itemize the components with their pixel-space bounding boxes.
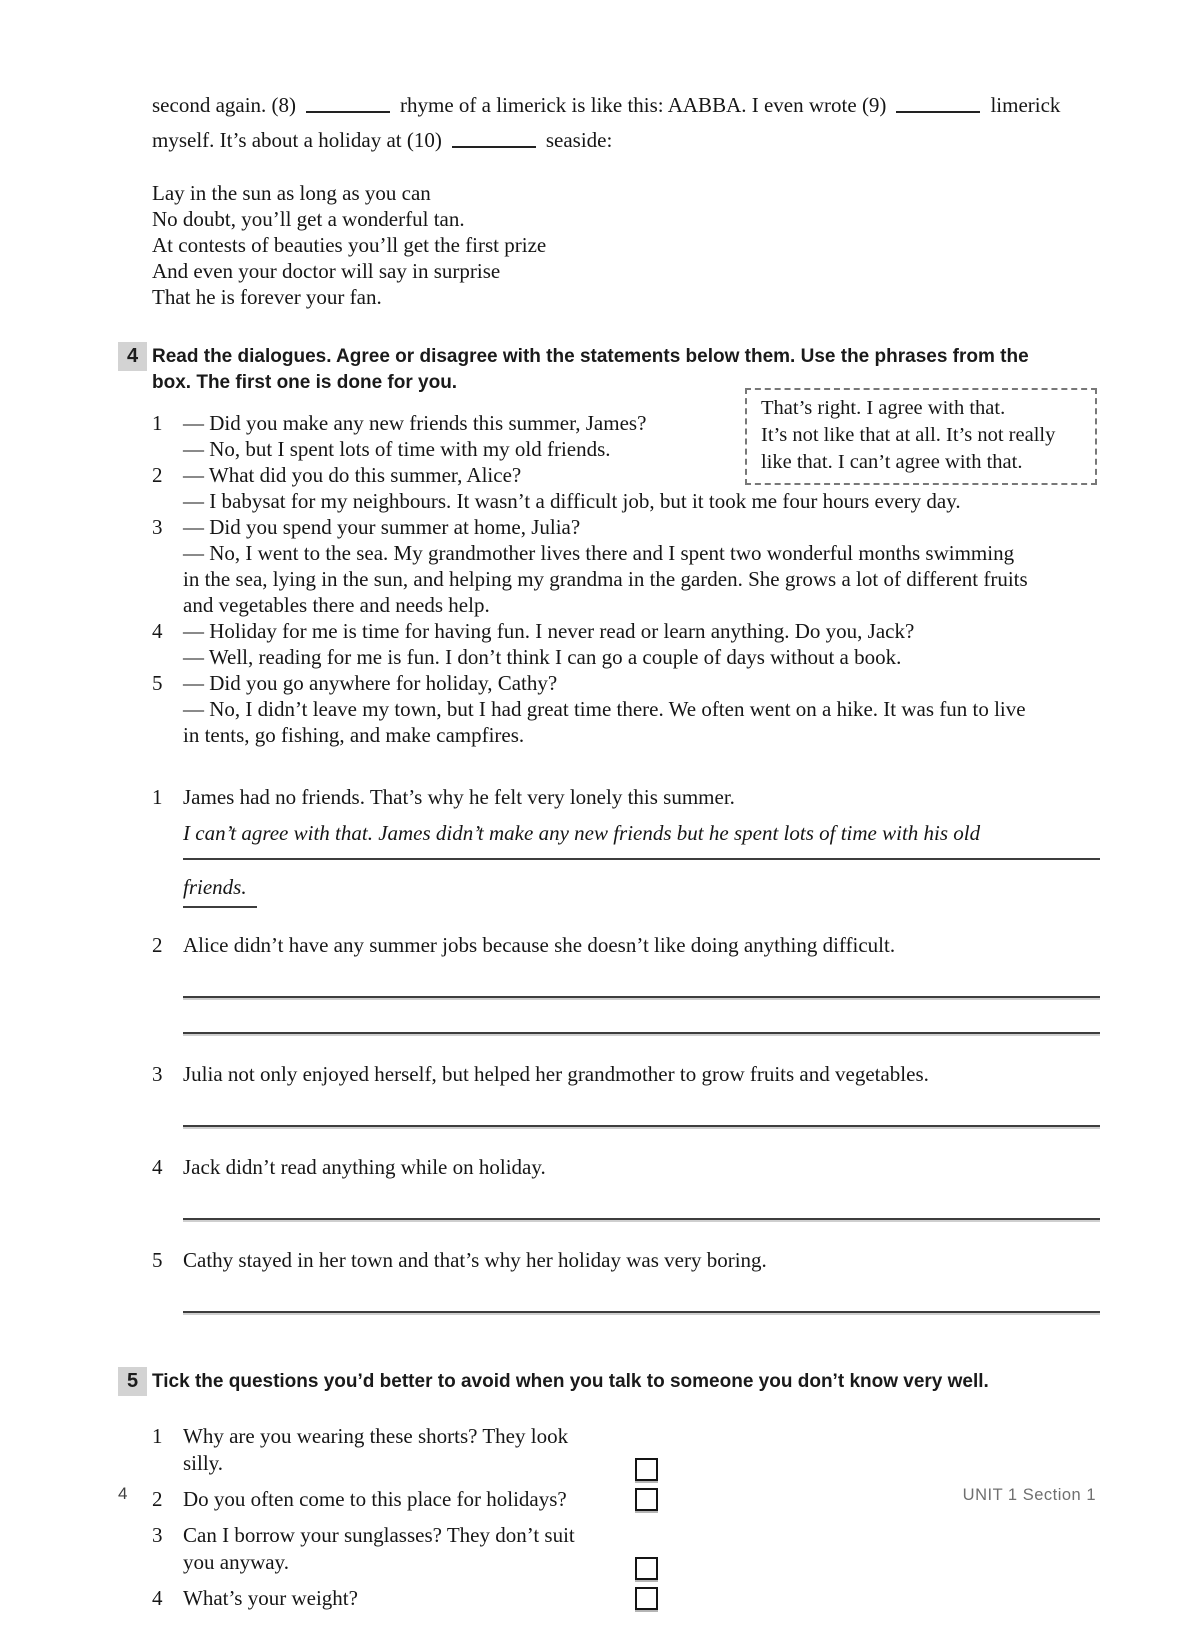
fill-blank-9[interactable] xyxy=(896,101,980,113)
dialogue-number: 5 xyxy=(152,671,163,695)
question-number: 1 xyxy=(152,1424,163,1448)
dialogue-number: 3 xyxy=(152,515,163,539)
statement-number: 1 xyxy=(152,785,163,809)
statement-number: 5 xyxy=(152,1248,163,1272)
dialogue-line: in the sea, lying in the sun, and helping my grandma in the garden. She grows a lot of different fruits xyxy=(183,567,1028,591)
intro-text: rhyme of a limerick is like this: AABBA. I even wrote (9) xyxy=(400,93,887,117)
intro-text: limerick xyxy=(990,93,1061,117)
intro-line-2 xyxy=(152,123,1100,158)
answer-blank-line[interactable] xyxy=(183,1218,1100,1220)
fill-blank-8[interactable] xyxy=(306,101,390,113)
phrase-line: That’s right. I agree with that. xyxy=(761,397,1006,419)
phrase-line: It’s not like that at all. It’s not really xyxy=(761,424,1056,446)
dialogue-line: — Did you spend your summer at home, Julia? xyxy=(183,515,581,539)
statement-text: Cathy stayed in her town and that’s why her holiday was very boring. xyxy=(183,1248,767,1272)
dialogue-item xyxy=(152,670,1100,748)
dialogue-line: — Did you make any new friends this summer, James? xyxy=(183,411,647,435)
question-number: 2 xyxy=(152,1487,163,1511)
dialogue-item xyxy=(152,618,1100,670)
intro-text: seaside: xyxy=(545,128,613,152)
question-item xyxy=(152,1423,658,1477)
statement-item xyxy=(152,1061,1100,1127)
question-number: 3 xyxy=(152,1523,163,1547)
dialogue-line: — What did you do this summer, Alice? xyxy=(183,463,522,487)
exercise-4-title: Read the dialogues. Agree or disagree with the statements below them. Use the phrases from the xyxy=(152,346,1029,367)
dialogue-line: — No, I didn’t leave my town, but I had great time there. We often went on a hike. It was fun to live xyxy=(183,697,1026,721)
poem-line: No doubt, you’ll get a wonderful tan. xyxy=(152,207,465,231)
footer-page-number: 4 xyxy=(118,1484,128,1503)
dialogue-line: in tents, go fishing, and make campfires. xyxy=(183,723,525,747)
example-answer-line: friends. xyxy=(183,874,257,908)
statement-item xyxy=(152,1247,1100,1313)
statement-number: 4 xyxy=(152,1155,163,1179)
dialogue-line: — Well, reading for me is fun. I don’t think I can go a couple of days without a book. xyxy=(183,645,902,669)
exercise-5-header xyxy=(126,1369,1100,1395)
dialogue-line: — No, but I spent lots of time with my old friends. xyxy=(183,437,611,461)
answer-blank-line[interactable] xyxy=(183,1311,1100,1313)
question-number: 4 xyxy=(152,1586,163,1610)
statement-number: 2 xyxy=(152,933,163,957)
dialogue-line: — I babysat for my neighbours. It wasn’t a difficult job, but it took me four hours every day. xyxy=(183,489,961,513)
phrase-reference-box xyxy=(745,388,1097,485)
example-answer xyxy=(183,820,1100,908)
statement-number: 3 xyxy=(152,1062,163,1086)
dialogue-number: 2 xyxy=(152,463,163,487)
answer-blank-line[interactable] xyxy=(183,996,1100,998)
statement-item xyxy=(152,932,1100,1034)
dialogue-item xyxy=(152,514,1100,618)
question-text: What’s your weight? xyxy=(183,1586,358,1610)
question-text: silly. xyxy=(183,1451,224,1475)
dialogue-line: and vegetables there and needs help. xyxy=(183,593,490,617)
question-text: you anyway. xyxy=(183,1550,289,1574)
statement-item xyxy=(152,784,1100,908)
example-answer-line: I can’t agree with that. James didn’t make any new friends but he spent lots of time with his old xyxy=(183,820,1100,860)
statement-item xyxy=(152,1154,1100,1220)
question-text: Can I borrow your sunglasses? They don’t suit xyxy=(183,1523,575,1547)
question-checkbox[interactable] xyxy=(635,1557,658,1580)
dialogue-number: 1 xyxy=(152,411,163,435)
poem-line: Lay in the sun as long as you can xyxy=(152,181,431,205)
poem-line: And even your doctor will say in surprise xyxy=(152,259,501,283)
fill-blank-10[interactable] xyxy=(452,136,536,148)
intro-text: myself. It’s about a holiday at (10) xyxy=(152,128,442,152)
exercise-4-title: box. The first one is done for you. xyxy=(152,372,458,393)
limerick-poem xyxy=(152,180,1100,310)
question-checkbox[interactable] xyxy=(635,1587,658,1610)
footer-unit-label: UNIT 1 Section 1 xyxy=(962,1486,1096,1504)
question-item xyxy=(152,1486,658,1513)
dialogue-line: — Did you go anywhere for holiday, Cathy? xyxy=(183,671,558,695)
phrase-line: like that. I can’t agree with that. xyxy=(761,451,1023,473)
statement-text: Jack didn’t read anything while on holiday. xyxy=(183,1155,546,1179)
poem-line: At contests of beauties you’ll get the first prize xyxy=(152,233,547,257)
exercise-number-badge: 5 xyxy=(118,1367,147,1396)
question-text: Do you often come to this place for holidays? xyxy=(183,1487,567,1511)
statement-text: James had no friends. That’s why he felt very lonely this summer. xyxy=(183,785,735,809)
statements-list xyxy=(152,784,1100,1313)
answer-blank-line[interactable] xyxy=(183,1125,1100,1127)
statement-text: Julia not only enjoyed herself, but helped her grandmother to grow fruits and vegetables. xyxy=(183,1062,929,1086)
statement-text: Alice didn’t have any summer jobs because she doesn’t like doing anything difficult. xyxy=(183,933,896,957)
question-checkbox[interactable] xyxy=(635,1488,658,1511)
question-checkbox[interactable] xyxy=(635,1458,658,1481)
intro-paragraph xyxy=(152,88,1100,158)
question-item xyxy=(152,1522,658,1576)
intro-text: second again. (8) xyxy=(152,93,297,117)
dialogue-line: — Holiday for me is time for having fun. I never read or learn anything. Do you, Jack? xyxy=(183,619,915,643)
questions-list xyxy=(152,1423,1100,1612)
dialogue-number: 4 xyxy=(152,619,163,643)
intro-line-1 xyxy=(152,88,1100,123)
poem-line: That he is forever your fan. xyxy=(152,285,382,309)
question-item xyxy=(152,1585,658,1612)
question-text: Why are you wearing these shorts? They look xyxy=(183,1424,569,1448)
exercise-number-badge: 4 xyxy=(118,342,147,371)
dialogue-line: — No, I went to the sea. My grandmother lives there and I spent two wonderful months swimming xyxy=(183,541,1015,565)
exercise-5-title: Tick the questions you’d better to avoid when you talk to someone you don’t know very well. xyxy=(152,1371,989,1392)
answer-blank-line[interactable] xyxy=(183,1032,1100,1034)
